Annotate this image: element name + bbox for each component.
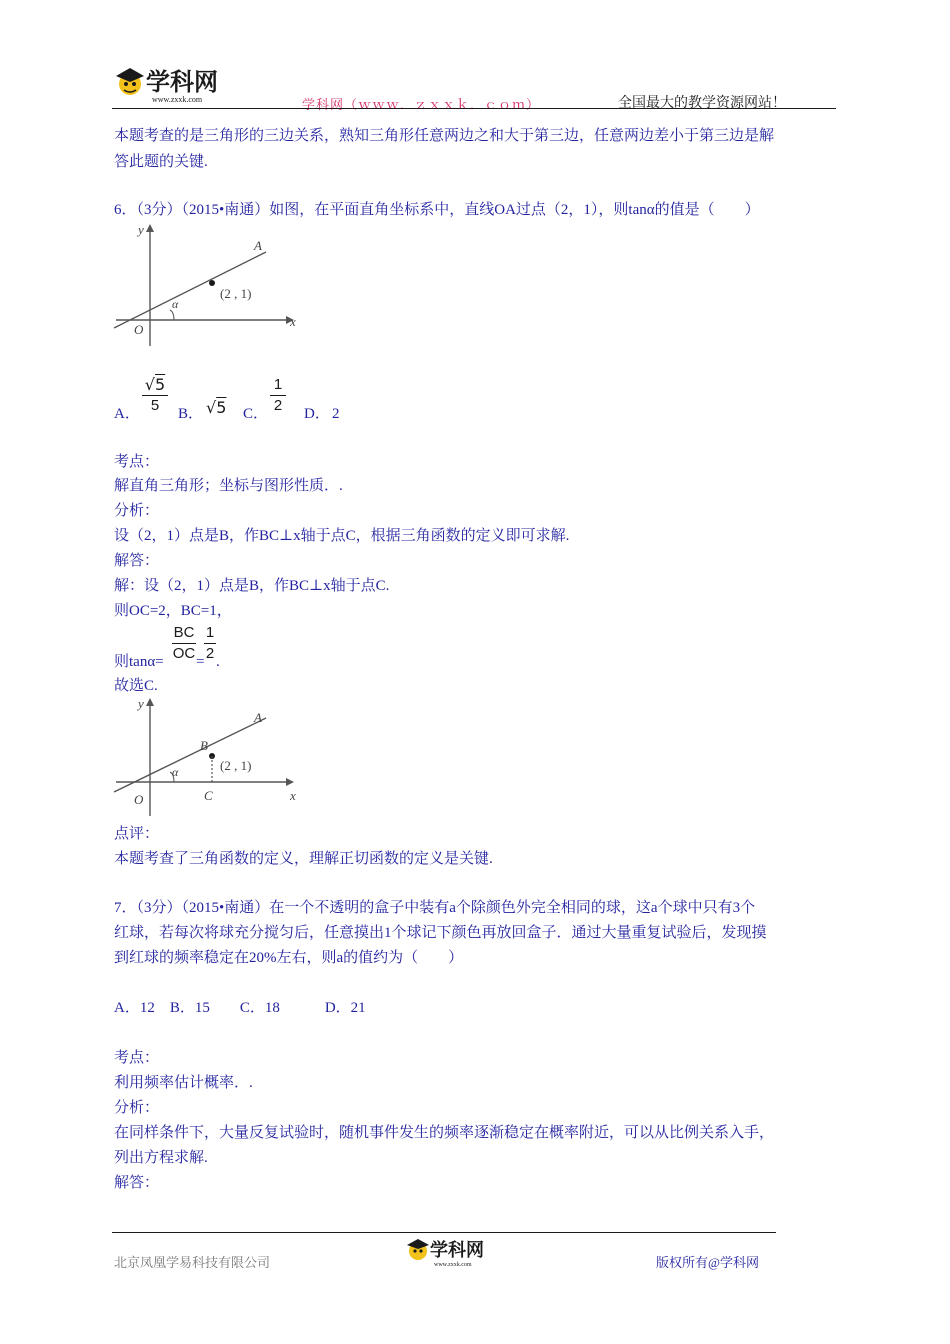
logo-text: 学科网 xyxy=(146,70,218,96)
label-a: A xyxy=(254,710,262,725)
q6-solution-2: 则OC=2，BC=1， xyxy=(114,603,232,619)
y-axis-arrow-icon xyxy=(146,224,154,232)
frac-num-bc: BC xyxy=(173,624,195,641)
frac-den-2: 2 xyxy=(205,645,215,662)
footer-logo-mascot-icon xyxy=(404,1234,494,1268)
x-axis-arrow-icon xyxy=(286,778,294,786)
q6-option-c-num: 1 xyxy=(273,376,283,393)
q6-option-a-fraction: √5 5 xyxy=(142,376,168,415)
q7-options: A．12 B．15 C．18 D．21 xyxy=(114,1000,366,1016)
frac-den-oc: OC xyxy=(172,645,196,662)
q7-stem-line-1: 7．（3分）（2015•南通）在一个不透明的盒子中装有a个除颜色外完全相同的球，这a个球中只有3个 xyxy=(114,900,756,916)
q6-solution-1: 解：设（2，1）点是B，作BC⊥x轴于点C. xyxy=(114,578,390,594)
q6-option-a-den: 5 xyxy=(150,397,160,414)
q6-option-b-radicand: 5 xyxy=(216,398,227,417)
angle-arc xyxy=(170,310,174,320)
label-y: y xyxy=(138,222,144,237)
q6-solution-3-prefix: 则tanα= xyxy=(114,654,164,670)
intro-line-2: 答此题的关键. xyxy=(114,154,208,170)
label-x: x xyxy=(290,314,296,329)
label-c: C xyxy=(204,788,213,803)
footer-logo xyxy=(404,1234,494,1268)
footer-divider xyxy=(112,1232,776,1233)
q7-kaodian: 利用频率估计概率．. xyxy=(114,1075,253,1091)
q6-figure-1 xyxy=(112,222,312,350)
q6-option-b-label: B． xyxy=(178,406,204,422)
footer-logo-url: www.zxxk.com xyxy=(434,1262,472,1268)
label-o: O xyxy=(134,322,144,337)
q6-stem: 6．（3分）（2015•南通）如图，在平面直角坐标系中，直线OA过点（2，1），则tanα的值是（ ） xyxy=(114,202,760,218)
q6-kaodian-label: 考点： xyxy=(114,454,160,470)
label-alpha: α xyxy=(172,765,179,779)
q6-solution-3-suffix: . xyxy=(216,654,220,670)
q7-jieda-label: 解答： xyxy=(114,1175,160,1191)
q6-jieda-label: 解答： xyxy=(114,553,160,569)
header-divider xyxy=(112,108,836,109)
q7-fenxi-line-2: 列出方程求解. xyxy=(114,1150,208,1166)
y-axis-arrow-icon xyxy=(146,698,154,706)
q6-figure-2 xyxy=(112,696,312,820)
q6-dianping-label: 点评： xyxy=(114,826,160,842)
footer-logo-text: 学科网 xyxy=(430,1240,484,1260)
header-logo xyxy=(112,62,227,106)
label-y: y xyxy=(138,696,144,711)
q6-option-c-fraction xyxy=(270,376,286,415)
q6-option-d-label: D． xyxy=(304,406,330,422)
q6-solution-fraction-bc-oc xyxy=(172,624,196,663)
q6-option-c-den: 2 xyxy=(273,397,283,414)
q6-option-c-label: C． xyxy=(243,406,269,422)
label-point: (2 , 1) xyxy=(220,758,252,773)
q7-fenxi-line-1: 在同样条件下，大量反复试验时，随机事件发生的频率逐渐稳定在概率附近，可以从比例关系入手， xyxy=(114,1125,775,1141)
q7-fenxi-label: 分析： xyxy=(114,1100,160,1116)
logo-mascot-icon xyxy=(112,62,227,106)
logo-url: www.zxxk.com xyxy=(152,95,203,104)
footer-company: 北京凤凰学易科技有限公司 xyxy=(114,1255,271,1270)
label-alpha: α xyxy=(172,297,179,311)
header-site-link[interactable]: 学科网（ｗｗｗ．ｚｘｘｋ．ｃｏｍ） xyxy=(302,97,541,112)
label-point: (2 , 1) xyxy=(220,286,252,301)
point-2-1 xyxy=(209,280,215,286)
label-x: x xyxy=(290,788,296,803)
q7-stem-line-3: 到红球的频率稳定在20%左右，则a的值约为（ ） xyxy=(114,950,464,966)
footer-copyright: 版权所有@学科网 xyxy=(656,1255,759,1270)
q6-fenxi-label: 分析： xyxy=(114,503,160,519)
label-a: A xyxy=(254,238,262,253)
label-o: O xyxy=(134,792,144,807)
q6-option-a-radicand: 5 xyxy=(155,375,166,394)
frac-num-1: 1 xyxy=(205,624,215,641)
label-b: B xyxy=(200,738,208,753)
q7-stem-line-2: 红球，若每次将球充分搅匀后，任意摸出1个球记下颜色再放回盒子．通过大量重复试验后，发现摸 xyxy=(114,925,767,941)
intro-line-1: 本题考查的是三角形的三边关系，熟知三角形任意两边之和大于第三边，任意两边差小于第三边是解 xyxy=(114,128,775,144)
q6-option-b-sqrt: √5 xyxy=(206,398,227,417)
q6-solution-equals: = xyxy=(196,654,205,670)
q6-solution-4: 故选C. xyxy=(114,678,158,694)
q6-fenxi: 设（2，1）点是B，作BC⊥x轴于点C，根据三角函数的定义即可求解. xyxy=(114,528,570,544)
q6-kaodian: 解直角三角形；坐标与图形性质．. xyxy=(114,478,343,494)
q7-kaodian-label: 考点： xyxy=(114,1050,160,1066)
line-oa xyxy=(114,718,266,792)
q6-dianping: 本题考查了三角函数的定义，理解正切函数的定义是关键. xyxy=(114,851,493,867)
q6-option-a-label: A． xyxy=(114,406,140,422)
q6-option-d-value: 2 xyxy=(332,406,340,422)
q6-solution-fraction-1-2 xyxy=(204,624,216,663)
header-slogan: 全国最大的教学资源网站！ xyxy=(618,96,786,111)
